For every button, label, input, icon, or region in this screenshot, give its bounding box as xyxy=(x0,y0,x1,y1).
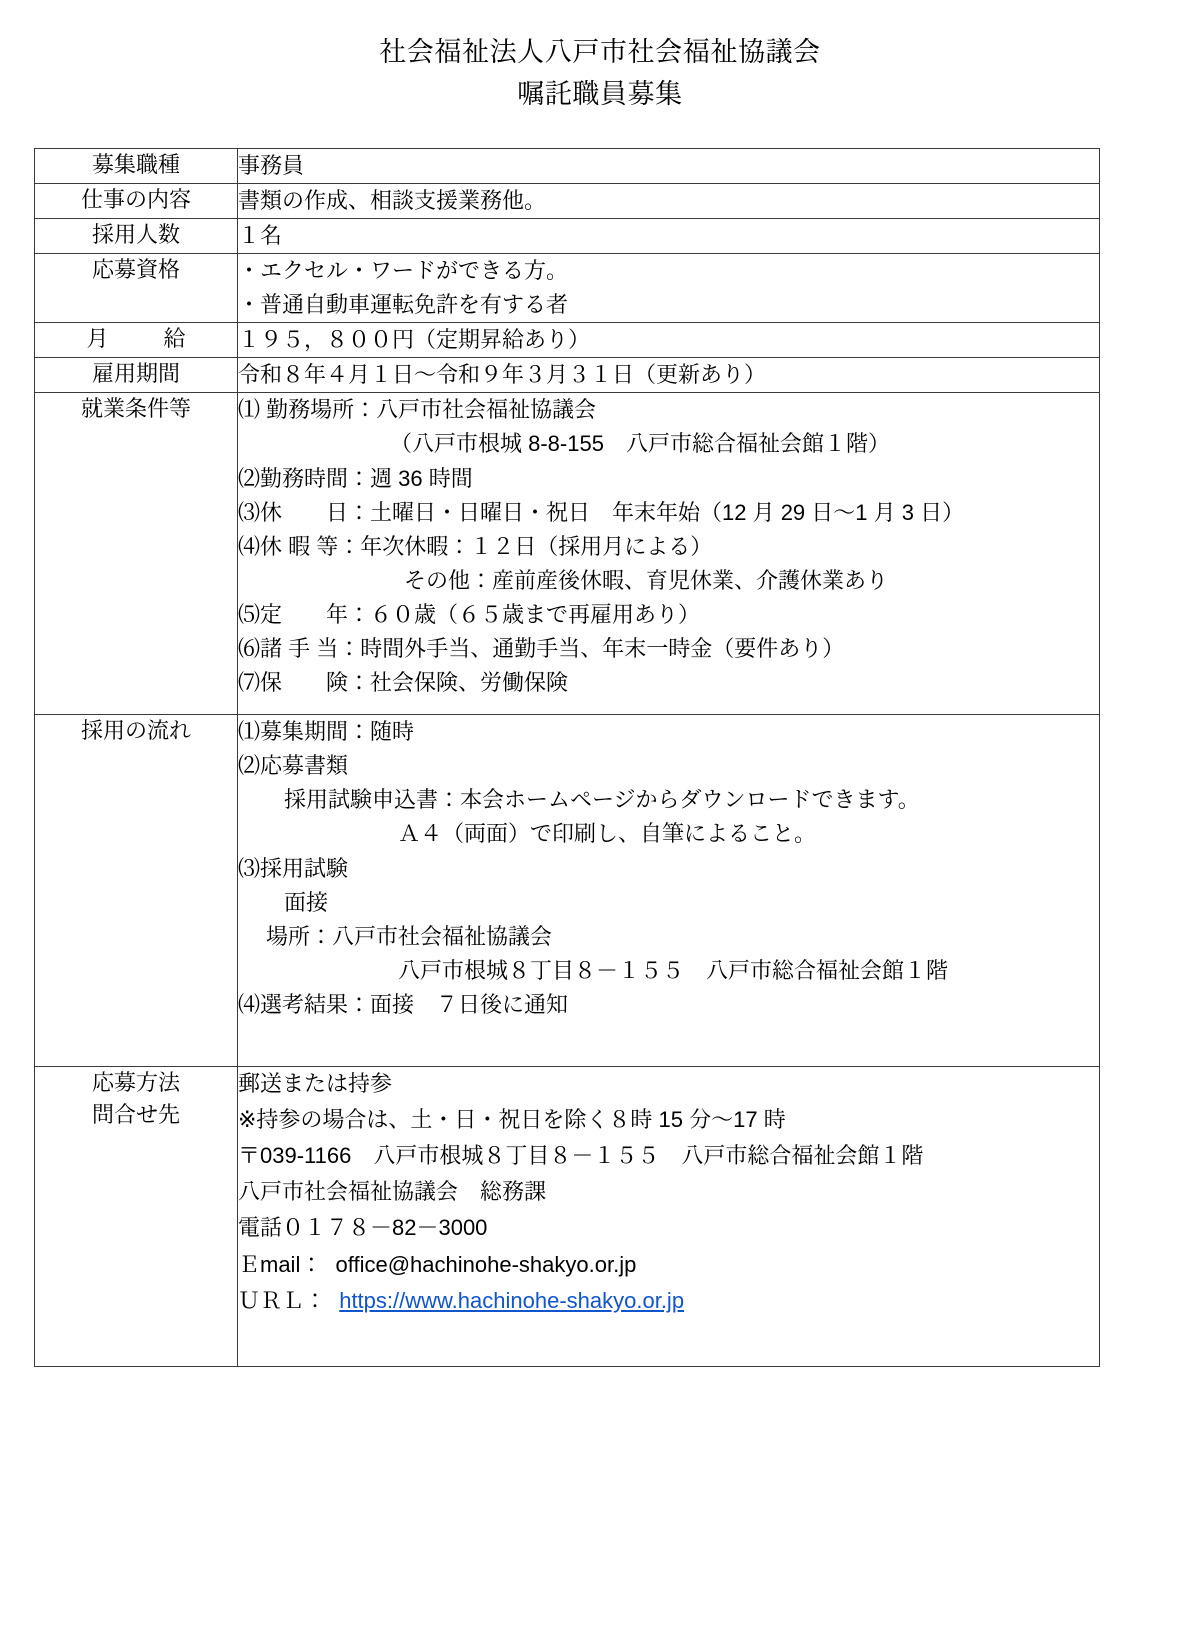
text-line: 場所：八戸市社会福祉協議会 xyxy=(266,923,553,949)
row-label-application-method: 応募方法 xyxy=(91,1070,180,1096)
text-line: ・普通自動車運転免許を有する者 xyxy=(238,292,569,318)
website-url-link[interactable]: https://www.hachinohe-shakyo.or.jp xyxy=(339,1287,685,1313)
text-line: 令和８年４月１日～令和９年３月３１日（更新あり） xyxy=(238,362,767,388)
page-title xyxy=(0,0,1200,116)
row-label-employment-period: 雇用期間 xyxy=(35,358,238,393)
row-value-salary xyxy=(238,323,1100,358)
text-line: 郵送または持参 xyxy=(238,1071,393,1097)
text-line: ⑷休 暇 等：年次休暇：１２日（採用月による） xyxy=(238,533,713,559)
text-line: ・エクセル・ワードができる方。 xyxy=(238,257,569,283)
row-value-qualifications xyxy=(238,253,1100,322)
row-value-working-conditions xyxy=(238,393,1100,715)
spacer-line xyxy=(238,1320,1099,1352)
text-line: ⑶採用試験 xyxy=(238,855,349,881)
text-line: 八戸市社会福祉協議会 総務課 xyxy=(238,1179,547,1205)
row-label-hiring-process: 採用の流れ xyxy=(35,715,238,1067)
url-label: ＵＲＬ： xyxy=(238,1287,327,1313)
row-label-working-conditions: 就業条件等 xyxy=(35,393,238,715)
row-label-application-contact xyxy=(35,1067,238,1367)
row-value-headcount xyxy=(238,218,1100,253)
text-line: ⑵応募書類 xyxy=(238,753,349,779)
table-row-working-conditions xyxy=(35,393,1100,715)
row-value-job-description xyxy=(238,183,1100,218)
email-line xyxy=(238,1248,1099,1284)
row-label-salary-text: 月 給 xyxy=(86,326,202,352)
job-posting-table xyxy=(34,148,1100,1367)
email-label: Ｅmail： xyxy=(238,1251,323,1277)
title-line-1: 社会福祉法人八戸市社会福祉協議会 xyxy=(379,37,821,67)
text-line: 〒039-1166 八戸市根城８丁目８－１５５ 八戸市総合福祉会館１階 xyxy=(238,1143,924,1169)
row-label-headcount: 採用人数 xyxy=(35,218,238,253)
row-value-employment-period xyxy=(238,358,1100,393)
table-row-hiring-process xyxy=(35,715,1100,1067)
table-row-salary xyxy=(35,323,1100,358)
text-line: １名 xyxy=(238,222,283,248)
table-row-qualifications xyxy=(35,253,1100,322)
table-row-job-type xyxy=(35,148,1100,183)
text-line: 採用試験申込書：本会ホームページからダウンロードできます。 xyxy=(284,787,920,813)
table-row-employment-period xyxy=(35,358,1100,393)
row-label-job-description: 仕事の内容 xyxy=(35,183,238,218)
table-row-headcount xyxy=(35,218,1100,253)
text-line: ⑸定 年：６０歳（６５歳まで再雇用あり） xyxy=(238,601,701,627)
row-label-contact: 問合せ先 xyxy=(91,1101,180,1127)
url-line xyxy=(238,1284,1099,1320)
email-value: office@hachinohe-shakyo.or.jp xyxy=(335,1251,637,1277)
text-line: ⑶休 日：土曜日・日曜日・祝日 年末年始（12 月 29 日～1 月 3 日） xyxy=(238,499,965,525)
text-line: 八戸市根城８丁目８－１５５ 八戸市総合福祉会館１階 xyxy=(398,957,949,983)
spacer-line xyxy=(238,1022,1099,1052)
table-row-job-description xyxy=(35,183,1100,218)
text-line: その他：産前産後休暇、育児休業、介護休業あり xyxy=(404,567,889,593)
table-row-application-contact xyxy=(35,1067,1100,1367)
row-value-hiring-process xyxy=(238,715,1100,1067)
row-label-job-type: 募集職種 xyxy=(35,148,238,183)
text-line: ⑴ 勤務場所：八戸市社会福祉協議会 xyxy=(238,397,597,423)
text-line: ※持参の場合は、土・日・祝日を除く８時 15 分～17 時 xyxy=(238,1107,786,1133)
row-label-salary xyxy=(35,323,238,358)
text-line: ⑷選考結果：面接 ７日後に通知 xyxy=(238,991,569,1017)
text-line: ⑹諸 手 当：時間外手当、通勤手当、年末一時金（要件あり） xyxy=(238,636,845,661)
text-line: １９５，８００円（定期昇給あり） xyxy=(238,327,591,353)
text-line: 事務員 xyxy=(238,152,305,178)
text-line: ⑺保 険：社会保険、労働保険 xyxy=(238,670,569,696)
text-line: ⑴募集期間：随時 xyxy=(238,719,415,745)
text-line: （八戸市根城 8-8-155 八戸市総合福祉会館１階） xyxy=(390,431,890,457)
row-label-qualifications: 応募資格 xyxy=(35,253,238,322)
text-line: ⑵勤務時間：週 36 時間 xyxy=(238,465,473,491)
text-line: 面接 xyxy=(284,889,329,915)
title-line-2: 嘱託職員募集 xyxy=(517,78,683,109)
row-value-application-contact xyxy=(238,1067,1100,1367)
row-value-job-type xyxy=(238,148,1100,183)
phone-line: 電話０１７８－82－3000 xyxy=(238,1215,488,1241)
text-line: 書類の作成、相談支援業務他。 xyxy=(238,187,547,213)
text-line: Ａ４（両面）で印刷し、自筆によること。 xyxy=(398,821,817,847)
